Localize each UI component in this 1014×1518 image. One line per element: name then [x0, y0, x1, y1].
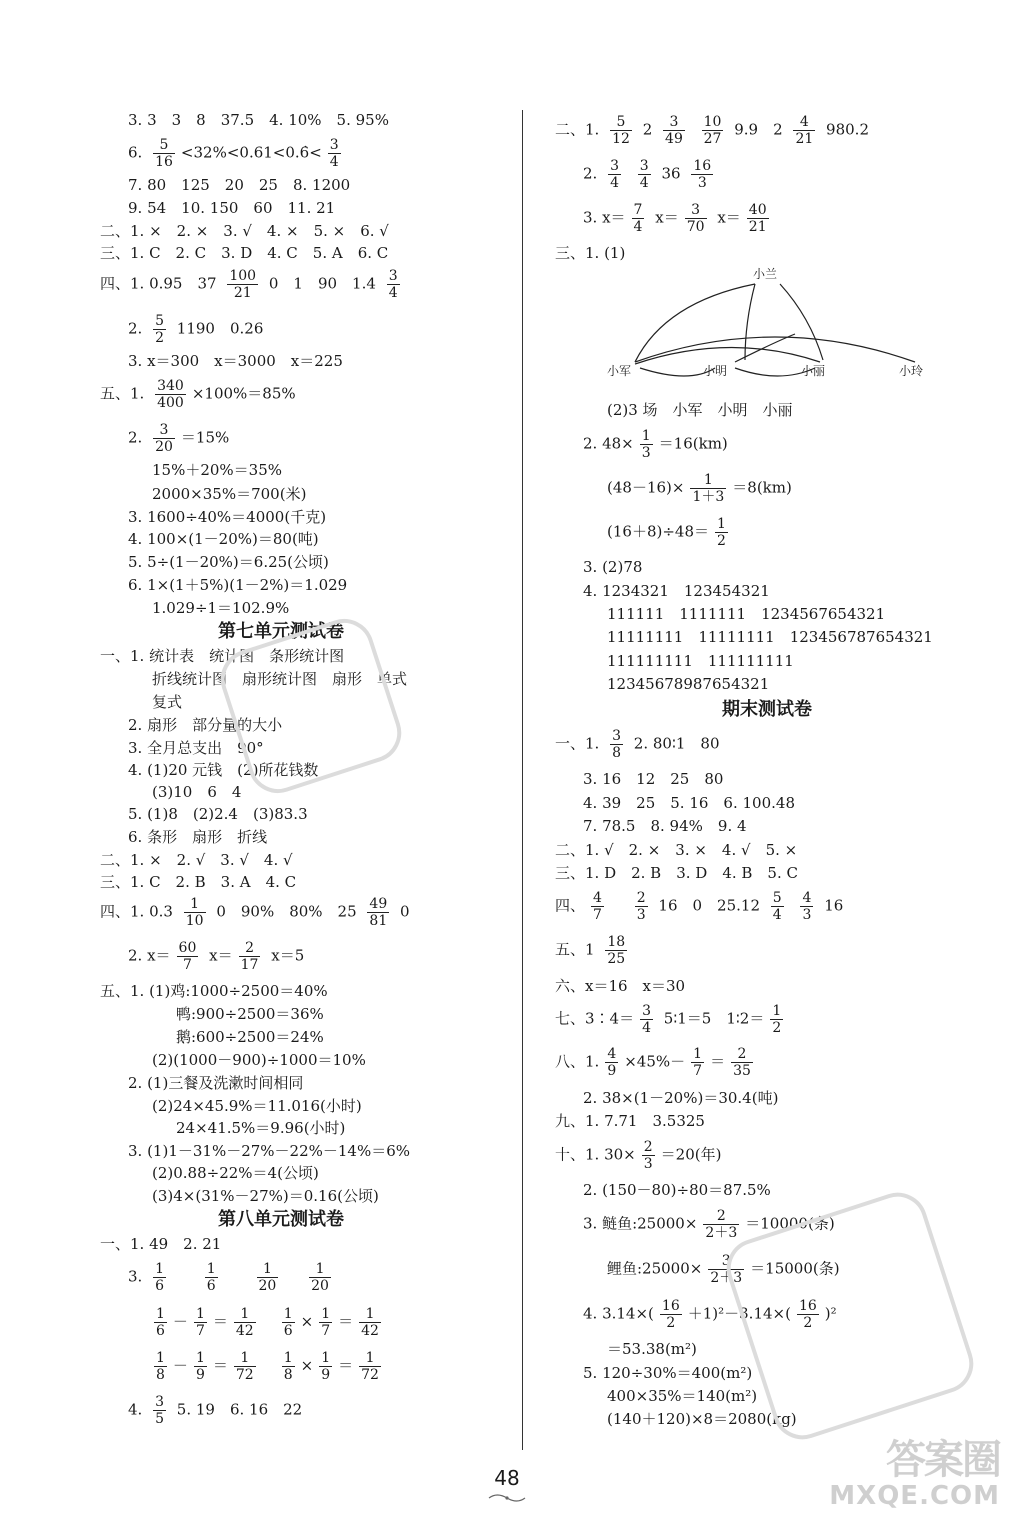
answer-line: 2. 扇形 部分量的大小	[128, 716, 283, 734]
fraction: $\frac{1}{6}$	[155, 1261, 165, 1294]
answer-line: 3. 16 12 25 80	[583, 770, 724, 788]
answer-line: 2. 38×(1－20%)＝30.4(吨)	[583, 1089, 779, 1107]
answer-line: 2000×35%＝700(米)	[152, 485, 307, 503]
answer-line: 三、1. C 2. C 3. D 4. C 5. A 6. C	[100, 244, 389, 262]
answer-line: 15%＋20%＝35%	[152, 461, 283, 479]
fraction: $\frac{49}{81}$	[369, 896, 388, 929]
fraction: $\frac{1}{8}$	[156, 1350, 165, 1383]
answer-line: 4. (1)20 元钱 (2)所花钱数	[128, 761, 319, 779]
answer-line: 12345678987654321	[607, 675, 770, 693]
answer-line: 2. $\frac{3}{20}$ ＝15%	[128, 422, 230, 455]
answer-line: 9. 54 10. 150 60 11. 21	[128, 199, 336, 217]
answer-line: (140＋120)×8＝2080(kg)	[607, 1410, 797, 1428]
answer-line: 7. 78.5 8. 94% 9. 4	[583, 817, 747, 835]
fraction: $\frac{4}{9}$	[607, 1046, 617, 1079]
answer-line: 2. $\frac{3}{4}$ $\frac{3}{4}$ 36 $\frac{16}{3}$	[583, 158, 712, 191]
answer-line: 3. x＝ $\frac{7}{4}$ x＝ $\frac{3}{70}$ x＝ $\frac{40}{21}$	[583, 202, 767, 235]
answer-line: (48－16)× $\frac{1}{1+3}$ ＝8(km)	[607, 472, 792, 505]
fraction: $\frac{1}{20}$	[258, 1261, 277, 1294]
fraction: $\frac{18}{25}$	[607, 934, 626, 967]
answer-line: 3. (1)1－31%－27%－22%－14%＝6%	[128, 1142, 411, 1160]
answer-line: (2)0.88÷22%＝4(公顷)	[152, 1164, 319, 1182]
line-top-p3	[780, 284, 823, 360]
answer-line: 三、1. D 2. B 3. D 4. B 5. C	[555, 864, 798, 882]
answer-line: (2)3 场 小军 小明 小丽	[607, 401, 793, 419]
answer-line: 五、1 $\frac{18}{25}$	[555, 934, 626, 967]
answer-line: (2)(1000－900)÷1000＝10%	[152, 1051, 366, 1069]
fraction: $\frac{4}{3}$	[802, 890, 812, 923]
answer-line: 三、1. (1)	[555, 244, 626, 262]
line-p1-p4	[635, 337, 915, 362]
answer-line: 5. 5÷(1－20%)＝6.25(公顷)	[128, 553, 329, 571]
answer-line: 五、1. $\frac{340}{400}$ ×100%＝85%	[100, 378, 296, 411]
answer-line: 400×35%＝140(m²)	[607, 1387, 758, 1405]
answer-line: 5. 120÷30%＝400(m²)	[583, 1364, 753, 1382]
answer-line: 3. 鲢鱼:25000× $\frac{2}{2+3}$ ＝10000(条)	[583, 1208, 835, 1241]
fraction: $\frac{1}{2}$	[772, 1003, 782, 1036]
answer-line: 复式	[152, 693, 183, 711]
answer-line: 1.029÷1＝102.9%	[152, 599, 290, 617]
answer-line: 二、1. $\frac{5}{12}$ 2 $\frac{3}{49}$ $\frac{10}{27}$ 9.9 2 $\frac{4}{21}$ 980.2	[555, 114, 869, 147]
answer-line: 4. 100×(1－20%)＝80(吨)	[128, 530, 319, 548]
answer-line: 3. 全月总支出 90°	[128, 739, 264, 757]
fraction: $\frac{1}{1+3}$	[692, 472, 725, 505]
answer-line: 7. 80 125 20 25 8. 1200	[128, 176, 351, 194]
answer-line: $\frac{1}{6}$ － $\frac{1}{7}$ ＝ $\frac{1}{42}$ $\frac{1}{6}$ × $\frac{1}{7}$ ＝ $\frac{1}{42}$	[156, 1306, 379, 1339]
fraction: $\frac{1}{7}$	[321, 1306, 331, 1339]
diagram-label-3: 小丽	[801, 364, 826, 378]
answer-line: 2. (1)三餐及洗漱时间相同	[128, 1074, 304, 1092]
answer-line: 一、1. 统计表 统计图 条形统计图	[100, 647, 345, 665]
answer-line: 四、1. 0.3 $\frac{1}{10}$ 0 90% 80% 25 $\frac{49}{81}$ 0	[100, 896, 410, 929]
section-heading-unit7: 第七单元测试卷	[218, 621, 344, 642]
fraction: $\frac{100}{21}$	[229, 268, 257, 301]
fraction: $\frac{1}{8}$	[283, 1350, 293, 1383]
fraction: $\frac{7}{4}$	[633, 202, 643, 235]
answer-line: 鸭:900÷2500＝36%	[176, 1005, 324, 1023]
answer-line: 二、1. × 2. √ 3. √ 4. √	[100, 851, 293, 869]
fraction: $\frac{1}{9}$	[195, 1350, 205, 1383]
answer-line: $\frac{1}{8}$ － $\frac{1}{9}$ ＝ $\frac{1}{72}$ $\frac{1}{8}$ × $\frac{1}{9}$ ＝ $\frac{1}{72}$	[156, 1350, 379, 1383]
answer-line: 七、3∶4＝ $\frac{3}{4}$ 5∶1＝5 1∶2＝ $\frac{1}{2}$	[555, 1003, 782, 1036]
fraction: $\frac{5}{12}$	[612, 114, 630, 147]
answer-line: 111111 1111111 1234567654321	[607, 605, 886, 623]
answer-line: (3)10 6 4	[152, 783, 242, 801]
fraction: $\frac{3}{70}$	[686, 202, 705, 235]
fraction: $\frac{3}{4}$	[388, 268, 398, 301]
fraction: $\frac{1}{6}$	[156, 1306, 165, 1339]
fraction: $\frac{1}{6}$	[206, 1261, 216, 1294]
answer-line: 3. 3 3 8 37.5 4. 10% 5. 95%	[128, 111, 389, 129]
answer-line: 3. x＝300 x＝3000 x＝225	[128, 352, 343, 370]
fraction: $\frac{1}{7}$	[693, 1046, 703, 1079]
fraction: $\frac{3}{5}$	[155, 1394, 165, 1427]
answer-line: 鲤鱼:25000× $\frac{3}{2+3}$ ＝15000(条)	[607, 1253, 840, 1286]
fraction: $\frac{1}{9}$	[321, 1350, 331, 1383]
fraction: $\frac{10}{27}$	[703, 114, 722, 147]
fraction: $\frac{340}{400}$	[157, 378, 184, 411]
answer-line: 三、1. C 2. B 3. A 4. C	[100, 873, 297, 891]
fraction: $\frac{5}{16}$	[155, 137, 173, 170]
answer-line: 2. (150－80)÷80＝87.5%	[583, 1181, 771, 1199]
answer-line: 3. $\frac{1}{6}$ $\frac{1}{6}$ $\frac{1}{20}$ $\frac{1}{20}$	[128, 1261, 329, 1294]
answer-line: 二、1. × 2. × 3. √ 4. × 5. × 6. √	[100, 222, 389, 240]
fraction: $\frac{1}{72}$	[361, 1350, 379, 1383]
watermark-logo: 答案圈 MXQE.COM	[829, 1437, 1000, 1511]
fraction: $\frac{1}{3}$	[641, 428, 651, 461]
fraction: $\frac{2}{35}$	[733, 1046, 751, 1079]
fraction: $\frac{1}{42}$	[361, 1306, 379, 1339]
answer-line: 2. x＝ $\frac{60}{7}$ x＝ $\frac{2}{17}$ x＝5	[128, 940, 305, 973]
diagram-label-2: 小明	[703, 364, 728, 378]
diagram-label-1: 小军	[607, 364, 632, 378]
answer-line: 十、1. 30× $\frac{2}{3}$ ＝20(年)	[555, 1139, 722, 1172]
fraction: $\frac{3}{49}$	[665, 114, 683, 147]
answer-line: 4. 39 25 5. 16 6. 100.48	[583, 794, 795, 812]
fraction: $\frac{3}{2+3}$	[710, 1253, 743, 1286]
fraction: $\frac{3}{4}$	[329, 137, 339, 170]
answer-line: 鹅:600÷2500＝24%	[176, 1028, 324, 1046]
fraction: $\frac{1}{6}$	[283, 1306, 293, 1339]
fraction: $\frac{4}{21}$	[795, 114, 814, 147]
answer-line: 折线统计图 扇形统计图 扇形 单式	[152, 670, 408, 688]
diagram-lines	[635, 284, 915, 376]
fraction: $\frac{5}{2}$	[155, 313, 165, 346]
fraction: $\frac{16}{2}$	[661, 1298, 680, 1331]
line-p1-p3	[635, 347, 820, 364]
answer-line: 九、1. 7.71 3.5325	[555, 1112, 705, 1130]
match-diagram	[595, 262, 945, 392]
answer-line: 3. (2)78	[583, 558, 643, 576]
section-heading-final: 期末测试卷	[722, 699, 812, 720]
answer-line: 24×41.5%＝9.96(小时)	[176, 1119, 346, 1137]
diagram-label-4: 小玲	[899, 364, 924, 378]
answer-line: 4. 3.14×( $\frac{16}{2}$ ＋1)²－3.14×( $\frac{16}{2}$ )²	[583, 1298, 837, 1331]
answer-line: (16＋8)÷48＝ $\frac{1}{2}$	[607, 516, 726, 549]
answer-line: 一、1. 49 2. 21	[100, 1235, 222, 1253]
fraction: $\frac{2}{3}$	[636, 890, 646, 923]
answer-line: 四、1. 0.95 37 $\frac{100}{21}$ 0 1 90 1.4 $\frac{3}{4}$	[100, 268, 398, 301]
answer-line: 6. 条形 扇形 折线	[128, 828, 268, 846]
fraction: $\frac{60}{7}$	[178, 940, 197, 973]
fraction: $\frac{3}{20}$	[155, 422, 173, 455]
answer-line: 4. $\frac{3}{5}$ 5. 19 6. 16 22	[128, 1394, 303, 1427]
answer-line: 6. $\frac{5}{16}$ <32%<0.61<0.6̇< $\frac{3}{4}$	[128, 137, 339, 170]
fraction: $\frac{2}{2+3}$	[705, 1208, 738, 1241]
fraction: $\frac{3}{4}$	[639, 158, 649, 191]
answer-line: 4. 1234321 123454321	[583, 582, 770, 600]
fraction: $\frac{1}{10}$	[185, 896, 204, 929]
answer-line: ＝53.38(m²)	[607, 1340, 697, 1358]
fraction: $\frac{16}{2}$	[798, 1298, 817, 1331]
answer-line: 二、1. √ 2. × 3. × 4. √ 5. ×	[555, 841, 798, 859]
fraction: $\frac{3}{8}$	[612, 728, 622, 761]
column-divider	[522, 110, 523, 1450]
answer-line: 四、 $\frac{4}{7}$ $\frac{2}{3}$ 16 0 25.12 $\frac{5}{4}$ $\frac{4}{3}$ 16	[555, 890, 844, 923]
diagram-label-top: 小兰	[753, 267, 778, 281]
answer-line: (3)4×(31%－27%)＝0.16(公顷)	[152, 1187, 379, 1205]
answer-line: 六、x＝16 x＝30	[555, 977, 686, 995]
fraction: $\frac{1}{20}$	[311, 1261, 329, 1294]
fraction: $\frac{3}{4}$	[610, 158, 620, 191]
page-number: 48	[494, 1466, 520, 1490]
answer-line: 五、1. (1)鸡:1000÷2500＝40%	[100, 982, 328, 1000]
answer-line: 5. (1)8 (2)2.4 (3)83.3	[128, 805, 308, 823]
answer-line: 八、1. $\frac{4}{9}$ ×45%－ $\frac{1}{7}$ ＝ $\frac{2}{35}$	[555, 1046, 751, 1079]
answer-line: 11111111 11111111 123456787654321	[607, 628, 933, 646]
answer-line: 111111111 111111111	[607, 652, 794, 670]
fraction: $\frac{2}{3}$	[643, 1139, 653, 1172]
fraction: $\frac{3}{4}$	[642, 1003, 652, 1036]
section-heading-unit8: 第八单元测试卷	[218, 1209, 344, 1230]
fraction: $\frac{1}{42}$	[235, 1306, 254, 1339]
fraction: $\frac{16}{3}$	[693, 158, 712, 191]
fraction: $\frac{1}{72}$	[235, 1350, 254, 1383]
answer-line: 一、1. $\frac{3}{8}$ 2. 80∶1 80	[555, 728, 720, 761]
fraction: $\frac{2}{17}$	[240, 940, 259, 973]
answer-line: 3. 1600÷40%＝4000(千克)	[128, 508, 327, 526]
answer-line: 6. 1×(1＋5%)(1－2%)＝1.029	[128, 576, 348, 594]
fraction: $\frac{40}{21}$	[748, 202, 767, 235]
page-ornament-icon	[487, 1492, 527, 1504]
answer-line: (2)24×45.9%＝11.016(小时)	[152, 1097, 362, 1115]
fraction: $\frac{4}{7}$	[593, 890, 602, 923]
answer-line: 2. 48× $\frac{1}{3}$ ＝16(km)	[583, 428, 728, 461]
fraction: $\frac{5}{4}$	[772, 890, 782, 923]
fraction: $\frac{1}{7}$	[195, 1306, 205, 1339]
answer-line: 2. $\frac{5}{2}$ 1190 0.26	[128, 313, 264, 346]
fraction: $\frac{1}{2}$	[717, 516, 726, 549]
